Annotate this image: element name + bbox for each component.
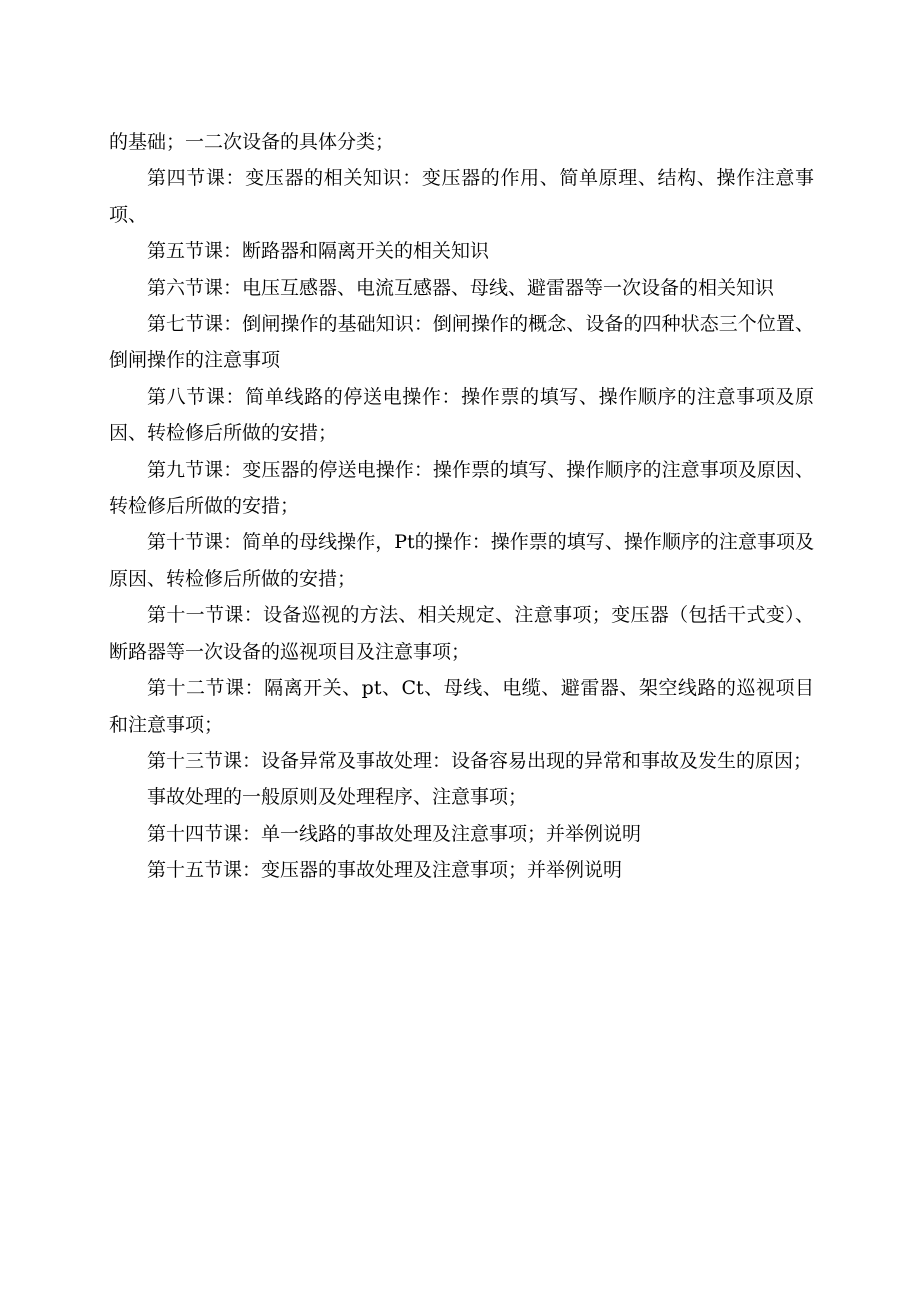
paragraph-continuation: 的基础；一二次设备的具体分类； bbox=[109, 131, 395, 153]
paragraph-accident-principles: 事故处理的一般原则及处理程序、注意事项； bbox=[147, 786, 528, 809]
paragraph-lesson-4: 第四节课：变压器的相关知识：变压器的作用、简单原理、结构、操作注意事项、 bbox=[109, 167, 814, 226]
paragraph-lesson-5: 第五节课：断路器和隔离开关的相关知识 bbox=[147, 240, 490, 263]
paragraph-lesson-14: 第十四节课：单一线路的事故处理及注意事项；并举例说明 bbox=[147, 822, 642, 845]
paragraph-lesson-15: 第十五节课：变压器的事故处理及注意事项；并举例说明 bbox=[147, 859, 623, 882]
paragraph-lesson-13: 第十三节课：设备异常及事故处理：设备容易出现的异常和事故及发生的原因； bbox=[147, 749, 813, 772]
paragraph-lesson-8: 第八节课：简单线路的停送电操作：操作票的填写、操作顺序的注意事项及原因、转检修后所做的安措； bbox=[109, 385, 814, 445]
paragraph-lesson-11: 第十一节课：设备巡视的方法、相关规定、注意事项；变压器（包括干式变）、断路器等一次设备的巡视项目及注意事项； bbox=[109, 604, 814, 663]
paragraph-lesson-6: 第六节课：电压互感器、电流互感器、母线、避雷器等一次设备的相关知识 bbox=[147, 276, 775, 299]
paragraph-lesson-9: 第九节课：变压器的停送电操作：操作票的填写、操作顺序的注意事项及原因、转检修后所做的安措； bbox=[109, 458, 814, 518]
paragraph-lesson-10: 第十节课：简单的母线操作，Pt的操作：操作票的填写、操作顺序的注意事项及原因、转检修后所做的安措； bbox=[109, 531, 814, 590]
paragraph-lesson-7: 第七节课：倒闸操作的基础知识：倒闸操作的概念、设备的四种状态三个位置、倒闸操作的注意事项 bbox=[109, 313, 814, 372]
document-body bbox=[109, 124, 814, 889]
paragraph-lesson-12: 第十二节课：隔离开关、pt、Ct、母线、电缆、避雷器、架空线路的巡视项目和注意事项； bbox=[109, 677, 814, 736]
